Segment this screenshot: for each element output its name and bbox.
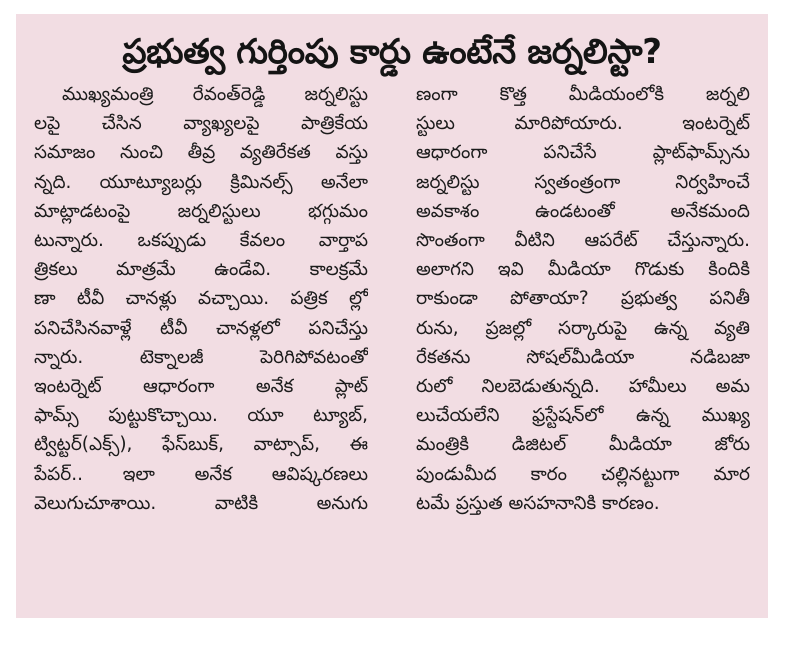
text-line: వెలుగుచూశాయి. వాటికి అనుగు (34, 492, 368, 514)
text-line: లపై చేసిన వ్యాఖ్యలపై పాత్రికేయ (34, 113, 368, 135)
text-line: అవకాశం ఉండటంతో అనేకమంది (416, 200, 750, 222)
text-line: రులో నిలబెడుతున్నది. హామీలు అమ (416, 376, 750, 398)
article-body (34, 80, 750, 518)
text-line: ణంగా కొత్త మీడియంలోకి జర్నలి (416, 84, 750, 105)
text-line: పేపర్.. ఇలా అనేక ఆవిష్కరణలు (34, 463, 368, 485)
text-line: స్టులు మారిపోయారు. ఇంటర్నెట్ (416, 113, 750, 135)
text-line: ట్విట్టర్(ఎక్స్), ఫేస్‌బుక్, వాట్సాప్, ఈ (34, 434, 368, 456)
text-line: టున్నారు. ఒకప్పుడు కేవలం వార్తాప (34, 230, 368, 252)
right-column (416, 80, 750, 518)
text-line: పనిచేసినవాళ్లే టీవీ చానళ్లలో పనిచేస్తు (34, 317, 368, 339)
text-line: రేకతను సోషల్‌మీడియా నడిబజా (416, 346, 750, 368)
text-line: ముఖ్యమంత్రి రేవంత్‌రెడ్డి జర్నలిస్టు (62, 84, 368, 105)
text-line: అలాగని ఇవి మీడియా గొడుకు కిందికి (416, 259, 750, 281)
text-line: పుండుమీద కారం చల్లినట్టుగా మార (416, 463, 750, 485)
text-line: ఆధారంగా పనిచేసే ప్లాట్‌ఫామ్స్‌ను (416, 142, 750, 164)
text-line: త్రికలు మాత్రమే ఉండేవి. కాలక్రమే (34, 259, 368, 281)
newspaper-clipping (16, 14, 768, 618)
text-line: రును, ప్రజల్లో సర్కారుపై ఉన్న వ్యతి (416, 317, 750, 339)
text-line: టమే ప్రస్తుత అసహనానికి కారణం. (416, 492, 660, 514)
text-line: జర్నలిస్టు స్వతంత్రంగా నిర్వహించే (416, 171, 750, 193)
text-line: మాట్లాడటంపై జర్నలిస్టులు భగ్గుమం (34, 200, 368, 222)
article-headline: ప్రభుత్వ గుర్తింపు కార్డు ఉంటేనే జర్నలిస్టా? (122, 32, 662, 72)
text-line: ఫామ్స్ పుట్టుకొచ్చాయి. యూ ట్యూబ్, (34, 405, 368, 427)
text-line: సొంతంగా వీటిని ఆపరేట్ చేస్తున్నారు. (416, 230, 750, 252)
text-line: న్నది. యూట్యూబర్లు క్రిమినల్స్ అనేలా (34, 171, 368, 193)
text-line: ఇంటర్నెట్ ఆధారంగా అనేక ప్లాట్ (34, 376, 368, 398)
left-column (34, 80, 368, 518)
text-line: న్నారు. టెక్నాలజీ పెరిగిపోవటంతో (34, 346, 368, 368)
text-line: రాకుండా పోతాయా? ప్రభుత్వ పనితీ (416, 288, 750, 310)
text-line: లుచేయలేని ఫ్రస్టేషన్‌లో ఉన్న ముఖ్య (416, 405, 750, 427)
text-line: ణా టీవీ చానళ్లు వచ్చాయి. పత్రిక ల్లో (34, 288, 368, 310)
text-line: సమాజం నుంచి తీవ్ర వ్యతిరేకత వస్తు (34, 142, 368, 164)
text-line: మంత్రికి డిజిటల్ మీడియా జోరు (416, 434, 750, 456)
